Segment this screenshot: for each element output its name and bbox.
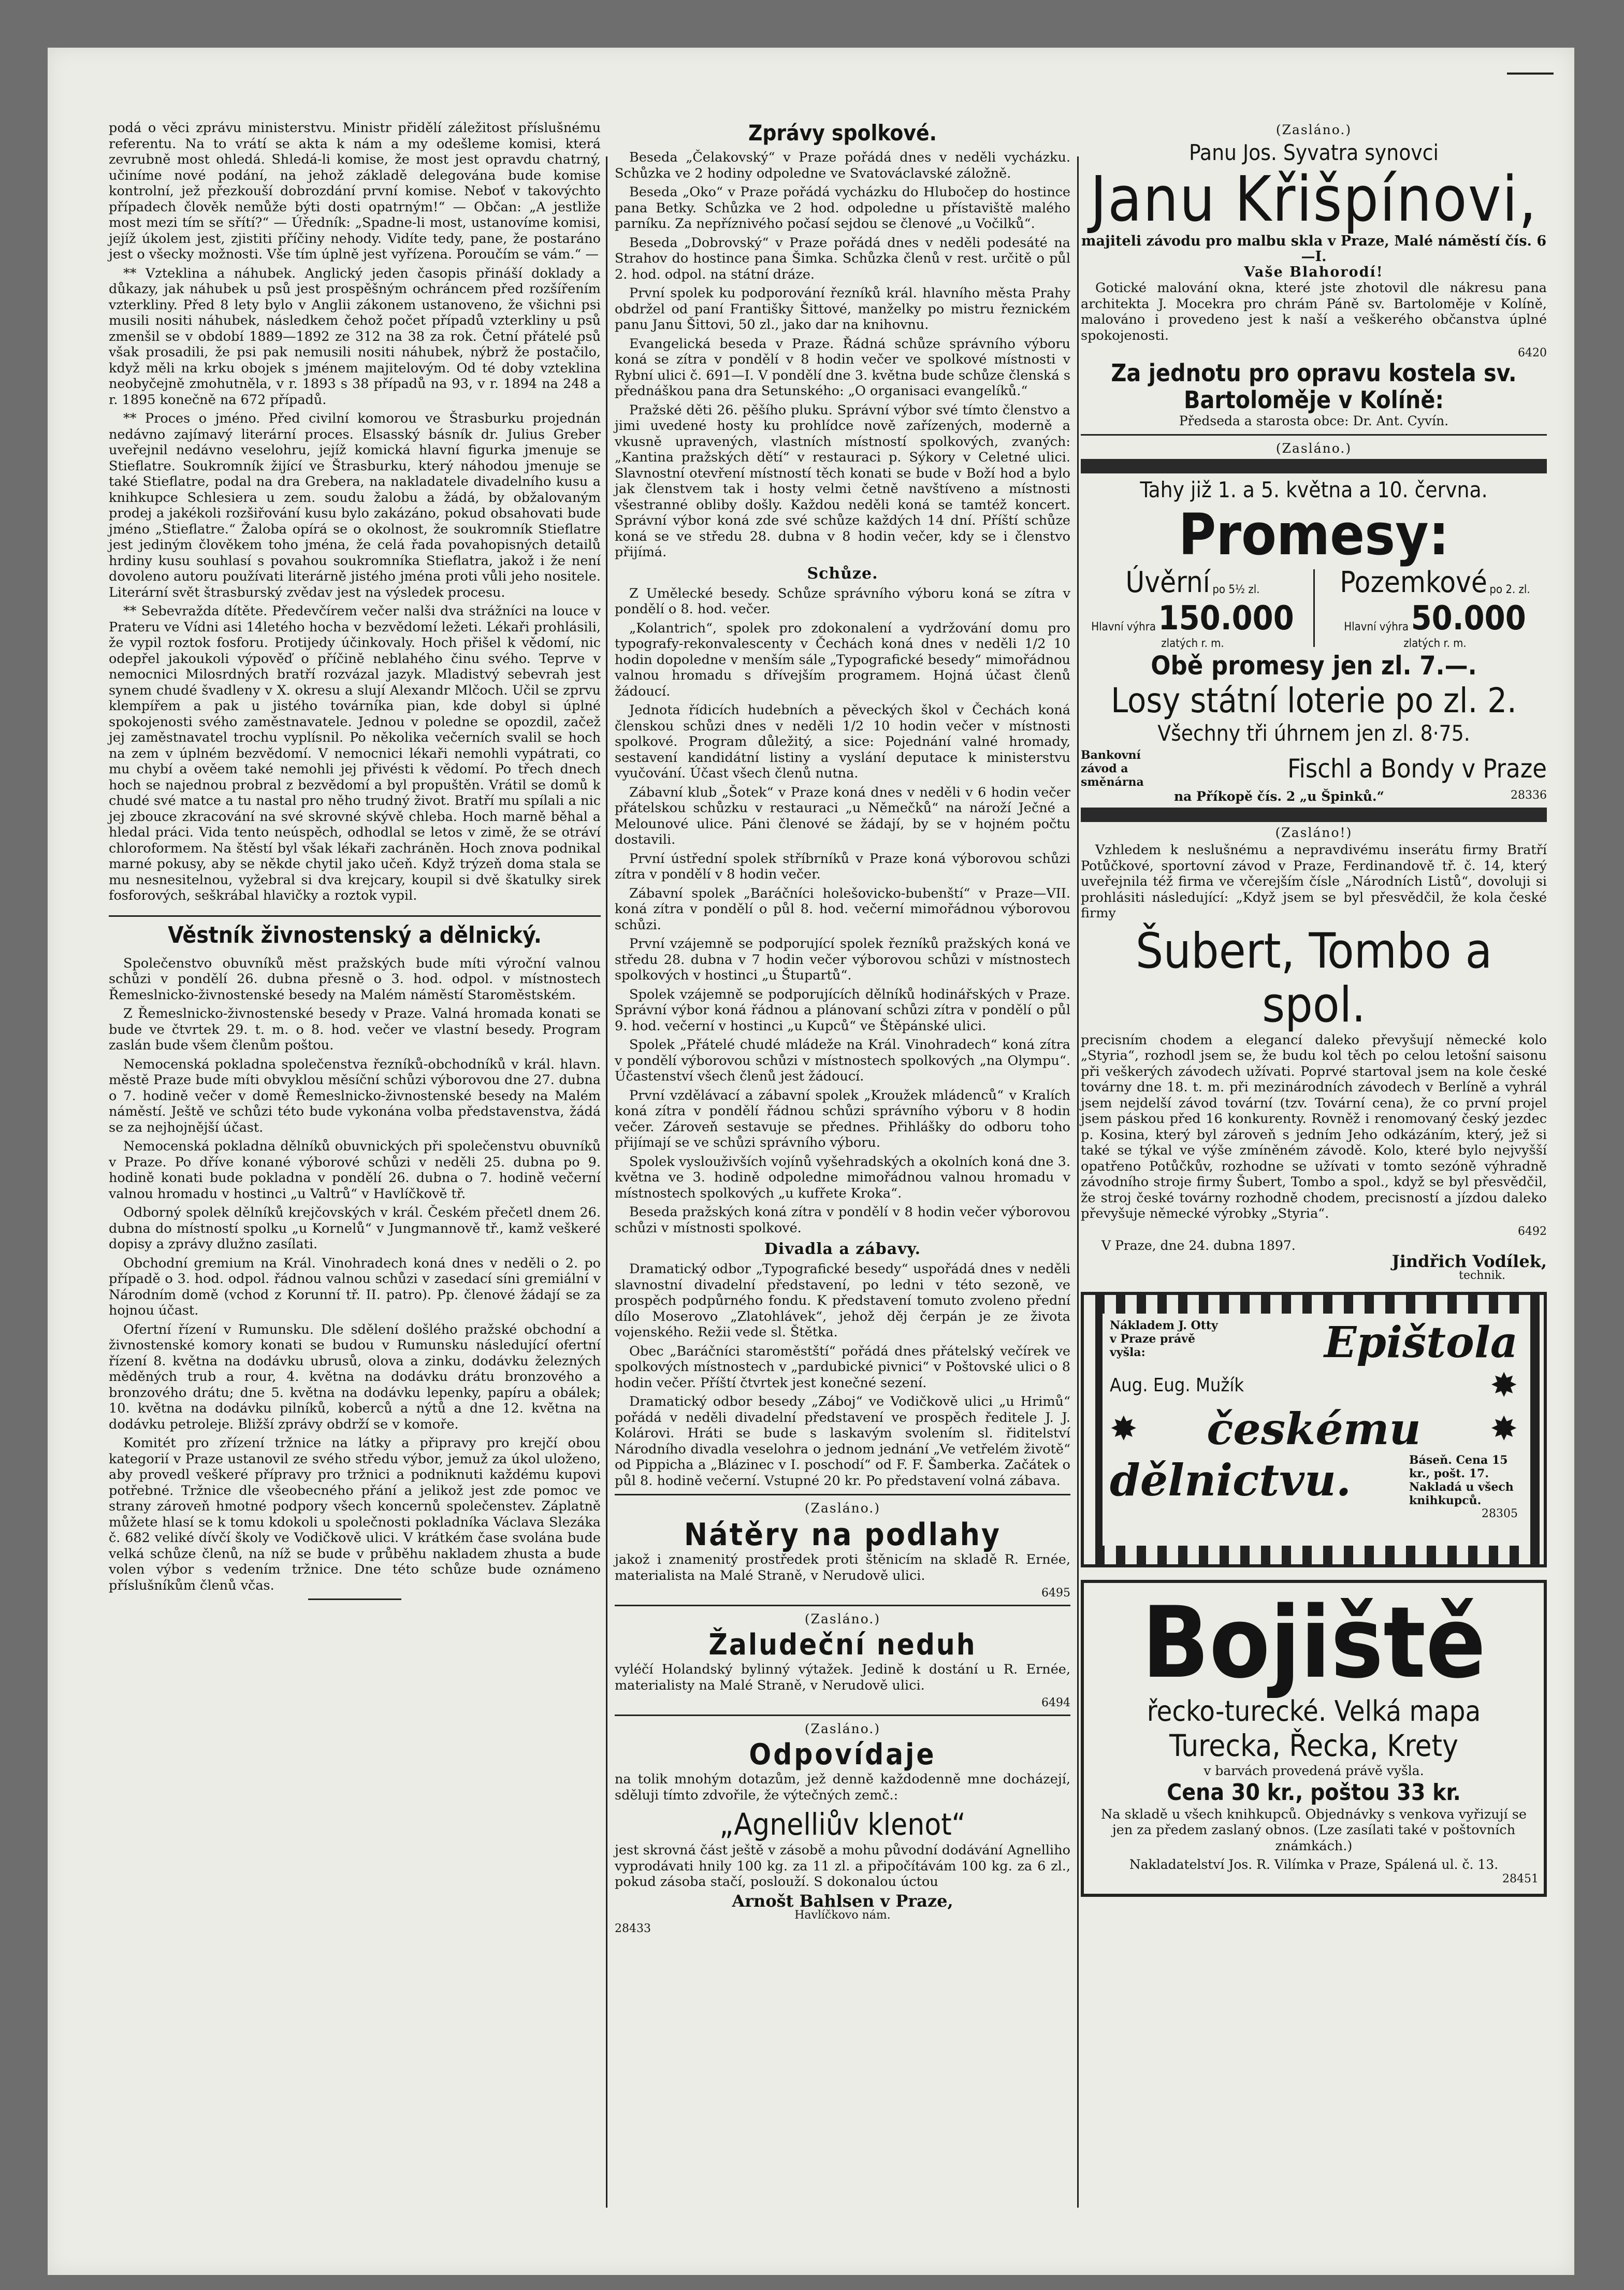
ad-subert [1081,825,1547,1283]
ad-title: „Agnelliův klenot“ [719,1807,966,1842]
promesa-price: po 5½ zl. [1212,583,1260,596]
notice-paragraph: Beseda pražských koná zítra v pondělí v 8 hodin večer výborovou schůzi v místnosti spolkové. [615,1204,1070,1236]
ad-bojiste [1081,1580,1547,1897]
column-left [109,120,601,1605]
promesy-separator [1313,569,1315,647]
notice-paragraph: Nemocenská pokladna dělníků obuvnických při společenstvu obuvníků v Praze. Po dříve konané výborové schůzi v neděli 25. dubna po 9. hodině konati bude pokladna v pondělí 26. dubna o 7. hodině večerní valnou hromadu v hostinci „u Valtrů“ v Havlíčkově tř. [109,1139,601,1202]
ad-body: Vzhledem k neslušnému a nepravdivému inserátu firmy Bratří Potůčkové, sportovní závod v Praze, Ferdinandově tř. č. 14, který uveřejnila též firma ve včerejším čísle „Národních Listů“, dovoluji si prohlásiti následující: „Když jsem se byl přesvědčil, že kola české firmy [1081,842,1547,921]
ad-agnelli [615,1721,1070,1935]
zaslano-label: (Zasláno.) [1275,122,1352,137]
ad-title: Nátěry na podlahy [684,1517,1002,1553]
divider [615,1605,1070,1606]
ad-date: V Praze, dne 24. dubna 1897. [1101,1237,1296,1253]
ad-title: Janu Křišpínovi, [1090,164,1538,236]
dark-band [1081,808,1547,822]
promesa-currency: zlatých r. m. [1161,637,1224,650]
notice-paragraph: První ústřední spolek stříbrníků v Praze koná výborovou schůzi zítra v pondělí v 8 hodin večer. [615,851,1070,882]
corner-mark [1507,73,1554,75]
ad-epistola [1081,1292,1547,1567]
ad-promesy [1081,477,1547,804]
ad-line: Vaše Blahorodí! [1244,264,1384,280]
ad-line: Panu Jos. Syvatra synovci [1189,140,1439,165]
ep-title: českému [1207,1403,1421,1454]
ad-line: řecko-turecké. Velká mapa [1147,1694,1481,1727]
ad-line: Turecka, Řecka, Krety [1169,1727,1458,1763]
notice-paragraph: Evangelická beseda v Praze. Řádná schůze správního výboru koná se zítra v pondělí v 8 hodin večer ve spolkové místnosti v Rybní ulici č. 691—I. V pondělí dne 3. května bude schůze členská s přednáškou pana dra Setunského: „O organisaci evangelíků.“ [615,336,1070,399]
ad-number: 6494 [1041,1696,1070,1709]
notice-paragraph: Ofertní řízení v Rumunsku. Dle sdělení došlého pražské obchodní a živnostenské komory konati se budou v Rumunsku následující ofertní řízení 8. května na dodávku ubrusů, olova a zinku, dodávku železných měděných trub a rour, 4. května na dodávku drátu bronzového a bronzového drátu; dne 5. května na dodávku lepenky, papíru a obálek; 10. května na dodávku pilníků, koberců a nýtů a dne 12. května na dodávku petroleje. Bližší zprávy obdrží se v komoře. [109,1321,601,1432]
notice-paragraph: První vzájemně se podporující spolek řezníků pražských koná ve středu 28. dubna v 7 hodin večer výborovou schůzi v místnostech spolkových v hostinci „u Štupartů“. [615,936,1070,983]
ad-signature: Arnošt Bahlsen v Praze, [732,1891,953,1911]
notice-paragraph: Z Umělecké besedy. Schůze správního výboru koná se zítra v pondělí o 8. hod. večer. [615,585,1070,617]
star-icon: ✸ [1490,1409,1518,1448]
notice-paragraph: Jednota řídicích hudebních a pěveckých škol v Čechách koná členskou schůzi dnes v neděli 1/2 10 hodin večer v místnosti spolkové. Program důležitý, a sice: Pojednání valné hromady, sestavení kandidátní listiny a vyslání deputace k ministerstvu vyučování. Účast všech členů nutna. [615,702,1070,781]
promesa-name: Pozemkové [1340,566,1487,599]
promesa-value: 150.000 [1158,599,1294,638]
ad-epistola-inner [1103,1314,1525,1546]
notice-paragraph: Beseda „Oko“ v Praze pořádá vycházku do Hlubočep do hostince pana Betky. Schůzka ve 2 hod. odpoledne u přístaviště malého parníku. Za nepříznivého počasí sejdou se členové „u Vočilků“. [615,184,1070,232]
notice-paragraph: Spolek vzájemně se podporujících dělníků hodinářských v Praze. Správní výbor koná řádnou a plánovaní schůzi zítra v pondělí o půl 9. hod. večerní v hostinci „u Kupců“ ve Štěpánské ulici. [615,986,1070,1034]
notice-paragraph: Odborný spolek dělníků krejčovských v král. Českém přečetl dnem 26. dubna do místností spolku „u Kornelů“ v Jungmannově tř., kamž veškeré dopisy a zprávy dlužno zasílati. [109,1205,601,1252]
notice-paragraph: Zábavní spolek „Baráčníci holešovicko-bubenští“ v Praze—VII. koná zítra v pondělí o půl 8. hod. večerní mimořádnou výborovou schůzi. [615,885,1070,933]
ad-line: Předseda a starosta obce: Dr. Ant. Cyvín. [1179,413,1449,428]
ad-publisher: Nakladatelství Jos. R. Vilímka v Praze, Spálená ul. č. 13. [1129,1857,1499,1872]
ad-floor-paint [615,1501,1070,1600]
notice-paragraph: Dramatický odbor besedy „Záboj“ ve Vodičkově ulici „u Hrimů“ pořádá v neděli divadelní představení ve prospěch ředitele J. J. Kolárovi. Hráti se bude s laskavým svolením sl. řiditelství Národního divadla veselohra o jednom jednání „Ve vetřelém životě“ od Pippicha a „Blázinec v I. poschodí“ od F. F. Šamberka. Začátek o půl 8. hodině večerní. Vstupné 20 kr. Po představení volná zábava. [615,1394,1070,1489]
promesa-left [1081,566,1304,650]
dark-band [1081,459,1547,473]
ad-number: 28451 [1502,1873,1539,1885]
zaslano-label: (Zasláno.) [1275,441,1352,456]
divider [615,1715,1070,1716]
ad-line: v barvách provedená právě vyšla. [1204,1763,1424,1778]
notice-paragraph: Společenstvo obuvníků měst pražských bude míti výroční valnou schůzi v pondělí 26. dubna přesně o 3. hod. odpol. v místnostech Řemeslnicko-živnostenské besedy na Malém náměstí Staroměstském. [109,955,601,1003]
bank-address: na Příkopě čís. 2 „u Špinků.“ [1174,789,1384,804]
bank-label: Bankovní závod a směnárna [1081,748,1144,789]
ad-role: technik. [1459,1269,1505,1282]
star-icon: ✸ [1490,1366,1518,1405]
notice-paragraph: Spolek „Přátelé chudé mládeže na Král. Vinohradech“ koná zítra v pondělí výborovou schůzi v místnostech spolkových „na Olympu“. Účastenství všech členů jest žádoucí. [615,1037,1070,1084]
notice-paragraph: Komitét pro zřízení tržnice na látky a připravy pro krejčí obou kategorií v Praze ustanovil ze svého středu výbor, jemuž za úkol uloženo, aby provedl veškeré přípravy pro tržnici a podniknuti každému kupovi potřebné. Tržnice dle všeobecného přání a jelikož jest zde pomoc ve strany zároveň hmotné podpory všech koncernů společenstev. Záplatně můžete hlasí se k tomu kdokoli u společnosti pokladníka Václava Slezáka č. 682 veliké dívčí školy ve Vodičkově ulici. V krátkém čase svolána bude velká schůze členů, na níž se bude v průběhu nakladem zhusta a bude volen výbor s vedením tržnice. Dne této schůze bude oznámeno příslušníkům členů včas. [109,1435,601,1593]
notice-paragraph: Beseda „Čelakovský“ v Praze pořádá dnes v neděli vycházku. Schůzka ve 2 hodiny odpoledne ve Svatováclavské záložně. [615,150,1070,181]
ad-title: Promesy: [1178,501,1449,568]
ad-title: Žaludeční neduh [708,1628,977,1662]
notice-paragraph: Z Řemeslnicko-živnostenské besedy v Praze. Valná hromada konati se bude ve čtvrtek 29. t. m. o 8. hod. večer ve vlastní besedy. Program zaslán bude všem členům poštou. [109,1006,601,1053]
ad-line: Za jednotu pro opravu kostela sv. Bartoloměje v Kolíně: [1111,359,1517,414]
ep-side: Báseň. Cena 15 kr., pošt. 17. Nakladá u všech knihkupců. [1409,1453,1514,1507]
divider [1081,434,1547,436]
ad-title: Šubert, Tombo a spol. [1135,923,1492,1033]
divider [615,1494,1070,1495]
ep-author: Aug. Eug. Mužík [1110,1375,1244,1396]
zaslano-label: (Zasláno.) [804,1721,881,1736]
notice-paragraph: Dramatický odbor „Typografické besedy“ uspořádá dnes v neděli slavnostní divadelní představení, po ledni v této sezoně, ve prospěch podpůrného fondu. K představení tomuto zvoleno přední dílo Moserovo „Zlatohlávek“, jehož děj čerpán je ze života vojenského. Režii vede sl. Štětka. [615,1261,1070,1340]
newspaper-page [48,48,1574,2275]
ad-krispin [1081,122,1547,429]
zaslano-label: (Zasláno!) [1275,825,1353,840]
ad-line: majiteli závodu pro malbu skla v Praze, Malé náměstí čís. 6—I. [1081,233,1547,265]
ad-number: 28305 [1482,1507,1518,1520]
notice-paragraph: Spolek vyslouživších vojínů vyšehradských a okolních koná dne 3. května ve 3. hodině odpoledne mimořádnou valnou hromadu v místnostech spolkových „u kufřete Kroka“. [615,1154,1070,1201]
promesa-label: Hlavní výhra [1344,620,1409,633]
column-rule [606,156,607,2208]
column-rule [1077,156,1079,2208]
notice-paragraph: Nemocenská pokladna společenstva řezníků-obchodníků v král. hlavn. městě Praze bude míti obvyklou měsíční schůzi výborovou dne 27. dubna o 7. hodině večer v domě Řemeslnicko-živnostenské besedy na Malém náměstí. Ještě ve schůzi této bude vykonána volba představenstva, žádá se za nejhojnější účast. [109,1056,601,1135]
bank-name: Fischl a Bondy v Praze [1287,754,1547,784]
ad-title: Losy státní loterie po zl. 2. [1111,681,1517,721]
ad-number: 6420 [1518,347,1547,359]
ad-title: Bojiště [1141,1585,1486,1700]
promesa-right [1323,566,1547,650]
notice-paragraph: První vzdělávací a zábavní spolek „Kroužek mládenců“ v Kralích koná zítra v pondělí řádnou schůzi správního výboru v 8 hodin večer. Zároveň sestavuje se přednes. Přihlášky do odboru toho přijímají se ve schůzi správního výboru. [615,1087,1070,1150]
ad-number: 28433 [615,1922,651,1935]
notice-paragraph: „Kolantrich“, spolek pro zdokonalení a vydržování domu pro typografy-rekonvalescenty v Čechách koná dnes v neděli 1/2 10 hodin dopoledne v menším sále „Typografické besedy“ mimořádnou valnou hromadu s dřívejším programem. Hojná účast členů žádoucí. [615,620,1070,699]
article-paragraph: ** Vzteklina a náhubek. Anglický jeden časopis přináší doklady a důkazy, jak náhubek u psů jest prospěšným ochráncem před rozšířením vzterkliny. Před 8 lety bylo v Anglii zákonem ustanoveno, že všichni psi musili nositi náhubek, následkem čehož počet případů vzterkliny u psů zmenšil se v období 1889—1892 ze 312 na 38 za rok. Četní přátelé psů však prosadili, že psi pak nemusili nositi náhubek, nýbrž že postačilo, když měli na krku obojek s jménem majitelovým. Od té doby vzteklina neobyčejně zmohutněla, v r. 1893 s 38 případů na 93, v r. 1894 na 248 a r. 1895 konečně na 672 případů. [109,265,601,408]
ad-body: na tolik mnohým dotazům, jež denně každodenně mne docházejí, sděluji tímto zdvořile, že výtečných zemč.: [615,1771,1070,1803]
notice-paragraph: Beseda „Dobrovský“ v Praze pořádá dnes v neděli podesáté na Strahov do hostince pana Šimka. Schůzka členů v rest. určitě o půl 2. hod. odpol. na státní dráze. [615,235,1070,282]
promesa-name: Úvěrní [1125,566,1210,599]
ad-body: Gotické malování okna, které jste zhotovil dle nákresu pana architekta J. Mocekra pro chrám Páně sv. Bartoloměje v Kolíně, malováno i provedeno jest k naší a veškerého občanstva úplné spokojenosti. [1081,280,1547,343]
ad-stomach [615,1611,1070,1709]
ad-line: Všechny tři úhrnem jen zl. 8·75. [1157,721,1470,746]
end-rule [308,1598,401,1600]
ad-line: Obě promesy jen zl. 7.—. [1151,651,1477,681]
ad-number: 28336 [1511,789,1547,802]
ep-title: Epištola [1324,1317,1518,1367]
ad-body: jakož i znamenitý prostředek proti štěnicím na skladě R. Ernée, materialista na Malé Straně, v Nerudově ulici. [615,1552,1070,1583]
notice-paragraph: Zábavní klub „Šotek“ v Praze koná dnes v neděli v 6 hodin večer přátelskou schůzku v restauraci „u Němečků“ na nároží Ječné a Melounové ulice. Páni členové se žádají, by se v hojném počtu dostavili. [615,784,1070,847]
ad-line: Tahy již 1. a 5. května a 10. června. [1140,477,1488,502]
ad-body: precisním chodem a elegancí daleko převyšují německé kolo „Styria“, rozhodl jsem se, že budu kol těch po celou letošní saisonu při veškerých závodech užívati. Poprvé startoval jsem na kole české továrny dne 18. t. m. při mezinárodních závodech v Berlíně a vyhrál jsem nejdelší závod tovární (tzv. Tovární cena), že co první projel jsem páskou před 16 konkurenty. Rovněž i renomovaný český jezdec p. Kosina, který byl zároveň s jedním Jeho odkázáním, který, jež si také se týkal ve výše zmíněném závodě. Kolo, které bylo nejvyšší opatřeno Potůčkův, rozhodne se užívati v tomto sezóně výhradně závodního stroje firmy Šubert, Tombo a spol., když se byl přesvědčil, že stroj české továrny rozhodně chodem, precisností a jízdou daleko převyšuje německé výrobky „Styria“. [1081,1032,1547,1221]
zaslano-label: (Zasláno.) [804,1611,881,1626]
ad-body: Na skladě u všech knihkupců. Objednávky s venkova vyřizují se jen za předem zaslaný obnos. (Lze zasílati také v poštovních známkách.) [1100,1806,1527,1854]
ad-title: Odpovídaje [749,1738,936,1771]
article-paragraph: ** Proces o jméno. Před civilní komorou ve Štrasburku projednán nedávno zajímavý literární proces. Elsasský básník dr. Julius Greber uveřejnil nedávno veselohru, jejíž komická hlavní figurka jmenuje se Stieflatre. Soukromník žijící ve Štrasburku, který náhodou jmenuje se také Stieflatre, podal na dra Grebera, na nakladatele divadelního kusu a knihkupce Schlesiera u zem. soudu žalobu a žádá, by obžalovaným prodej a jakékoli rozšiřování kusu bylo zakázáno, pokud obsahovati bude jméno „Stieflatre.“ Žaloba opírá se o okolnost, že soukromník Stieflatre jest jediným člověkem toho jména, že celá řada povahopisných detailů hrdiny kusu souhlasí s povahou soukromníka Stieflatra, jakož i že není dovoleno autoru používati literárně jistého jména proti vůli jeho nositele. Literární svět štrasburský zvědav jest na výsledek procesu. [109,411,601,600]
ad-body: jest skrovná část ještě v zásobě a mohu původní dodávání Agnelliho vyprodávati hnily 100 kg. za 11 zl. a připočítávám 100 kg. za 6 zl., pokud zásoba stačí, poslouží. S dokonalou úctou [615,1842,1070,1890]
notice-paragraph: Obchodní gremium na Král. Vinohradech koná dnes v neděli o 2. po případě o 3. hod. odpol. řádnou valnou schůzi v zasedací síni gremiální v Národním domě (vchod z Korunní tř. II. patro). Pp. členové žádají se za hojnou účast. [109,1255,601,1318]
star-icon: ✸ [1110,1409,1138,1448]
ad-signature: Jindřich Vodílek, [1391,1251,1547,1271]
notice-paragraph: Obec „Baráčníci staroměstští“ pořádá dnes přátelský večírek ve spolkových místnostech v „pardubické pivnici“ v Poštovské ulici o 8 hodin večer. Příští čtvrtek jest konečné sezení. [615,1343,1070,1391]
ad-price: Cena 30 kr., poštou 33 kr. [1167,1779,1461,1806]
article-paragraph: podá o věci zprávu ministerstvu. Ministr přidělí záležitost příslušnému referentu. Na to vrátí se akta k nám a my odešleme komisi, která zevrubně most ohledá. Shledá-li komise, že most jest opravdu chatrný, učiníme nové podání, na jehož základě delegována bude komise kontrolní, jež přezkouší dobrozdání první komise. Neboť v takovýchto případech člověk nemůže býti dosti opatrným!“ — Občan: „A jestliže most mezi tím se sřítí?“ — Úředník: „Spadne-li most, ustanovíme komisi, jejíž úkolem jest, zjistiti příčiny nehody. Vidíte tedy, pane, že postaráno jest o všecky možnosti. Vše tím úplně jest vyřízena. Poroučím se vám.“ — [109,120,601,262]
notice-paragraph: První spolek ku podporování řezníků král. hlavního města Prahy obdržel od paní Františky Šittové, manželky po mistru řeznickém panu Janu Šittovi, 50 zl., jako dar na knihovnu. [615,285,1070,333]
promesa-currency: zlatých r. m. [1403,637,1467,650]
column-middle [615,120,1070,1935]
section-title: Věstník živnostenský a dělnický. [109,915,601,948]
zaslano-label: (Zasláno.) [804,1501,881,1516]
ep-title: dělnictvu. [1110,1454,1352,1506]
column-right [1081,120,1547,1897]
article-paragraph: ** Sebevražda dítěte. Předevčírem večer nalši dva strážníci na louce v Prateru ve Vídni asi 14letého hocha v bezvědomí ležeti. Lékaři prohlásili, že vypil roztok fosforu. Protijedy účinkovaly. Hoch přišel k vědomí, nic odepřel jakoukoli výpověď o příčině neblahého činu svého. Teprve v nemocnici Milosrdných bratří rozvázal jazyk. Mladistvý sebevrah jest synem chudé švadleny v X. okresu a slují Alexandr Mlčoch. Učil se zprvu klempířem a pak u jistého továrníka pian, kde dobyl si úplné spokojenosti svého zaměstnavatele. Jednou v poledne se opozdil, začež jej zaměstnavatel trochu vyplísnil. Po několika večerních svalil se hoch na zem v úplném bezvědomí. V nemocnici lékaři nemohli vypátrati, co mu chybí a ověem také nemohli jej přivésti k vědomí. Po třech dnech hoch se najednou probral z bezvědomí a byl propuštěn. Vrátil se domů k chudé své matce a tu nastal pro něho trudný život. Bratří mu spílali a nic jej zbouce zkracování na své skrovné skývě chleba. Hoch marně běhal a hledal práci. Vida tento neúspěch, odhodlal se letos v zimě, že se otráví chloroformem. Na štěstí byl však lékaři zachráněn. Hoch znova podnikal marné pokusy, aby se někde chytil jako učeň. Když trýzeň doma stala se mu nesnesitelnou, vyžebral si dva krejcary, koupil si dvě škatulky sirek fosforových, seškrábal hlavičky a roztok vypil. [109,603,601,903]
promesa-price: po 2. zl. [1489,583,1530,596]
notice-paragraph: Pražské děti 26. pěšího pluku. Správní výbor své tímto členstvo a jimi uvedené hosty ku prohlídce nově zařízených, moderně a vkusně upravených, vlastních místností spolkových, zvaných: „Kantina pražských dětí“ v restauraci p. Sýkory v Celetné ulici. Slavnostní otevření místností těch konati se bude v Boží hod a bylo jak členstvem tak i hosty velmi četně navštíveno a místnosti všestranné obliby došly. Každou neděli koná se tamtéž koncert. Správní výbor koná zde své schůze každých 14 dní. Příští schůze koná se ve středu 28. dubna v 8 hodin večer, kdy se i členstvo přijímá. [615,402,1070,560]
ad-body: vyléčí Holandský bylinný výtažek. Jedině k dostání u R. Ernée, materialisty na Malé Straně, v Nerudově ulici. [615,1662,1070,1693]
section-title: Zprávy spolkové. [748,120,937,146]
ad-address: Havlíčkovo nám. [794,1908,891,1922]
ad-number: 6492 [1518,1225,1547,1238]
promesa-label: Hlavní výhra [1091,620,1156,633]
ep-publisher: Nákladem J. Otty v Praze právě vyšla: [1110,1318,1218,1359]
promesy-row [1081,566,1547,650]
promesa-value: 50.000 [1411,599,1526,638]
ad-number: 6495 [1041,1587,1070,1600]
subsection-title: Schůze. [807,564,878,583]
subsection-title: Divadla a zábavy. [764,1240,921,1258]
